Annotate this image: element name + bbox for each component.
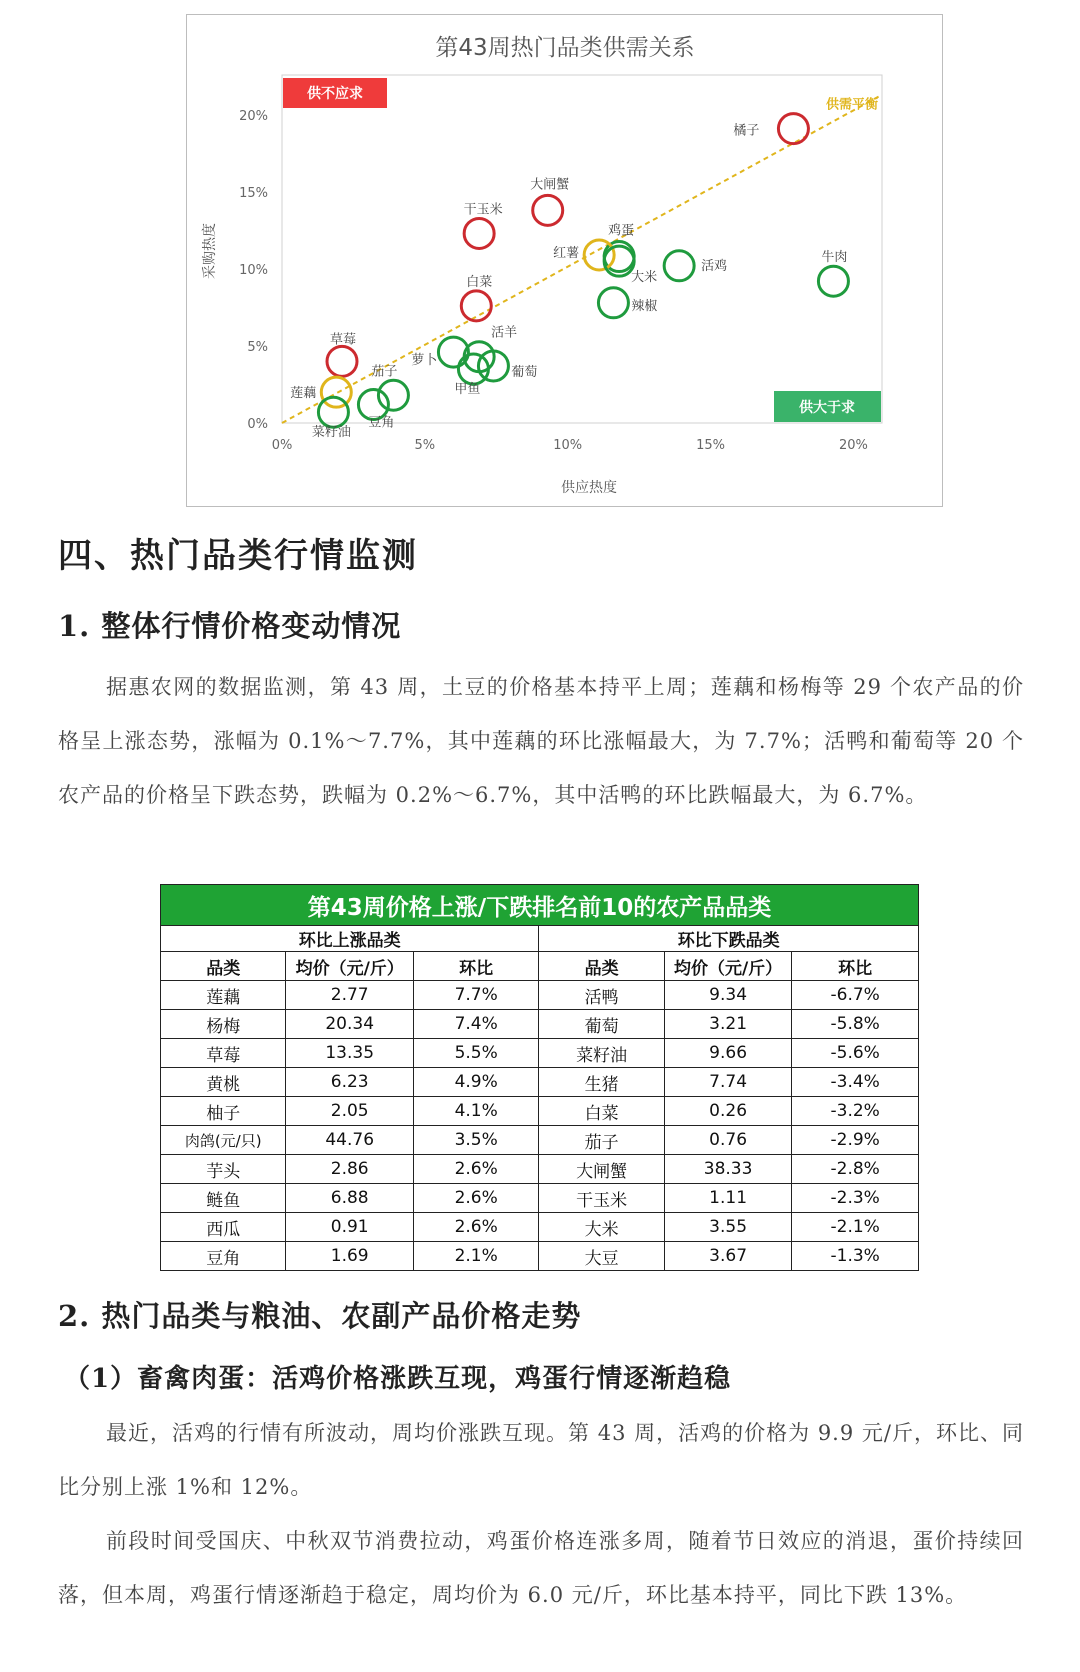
table-cell: 大闸蟹 [539, 1155, 664, 1184]
point-label: 大闸蟹 [530, 177, 570, 193]
point-label: 茄子 [371, 364, 398, 380]
col-header-price-up: 均价（元/斤） [286, 952, 414, 981]
x-axis-label: 供应热度 [561, 480, 617, 496]
table-cell: 4.1% [413, 1097, 538, 1126]
y-tick-label: 10% [239, 262, 268, 278]
table-cell: -2.3% [792, 1184, 919, 1213]
point-marker [533, 195, 563, 225]
price-ranking-table [160, 884, 919, 1271]
table-cell: -6.7% [792, 981, 919, 1010]
point-marker [664, 251, 694, 281]
point-marker [461, 291, 491, 321]
col-header-change-down: 环比 [792, 952, 919, 981]
table-row [161, 1184, 919, 1213]
table-cell: 0.26 [664, 1097, 792, 1126]
subsection-1-title: 1. 整体行情价格变动情况 [58, 609, 402, 643]
table-cell: 7.7% [413, 981, 538, 1010]
table-row [161, 1068, 919, 1097]
table-title: 第43周价格上涨/下跌排名前10的农产品品类 [161, 885, 919, 926]
point-label: 莲藕 [290, 386, 317, 402]
table-cell: 20.34 [286, 1010, 414, 1039]
point-label: 辣椒 [631, 298, 658, 314]
table-cell: 6.23 [286, 1068, 414, 1097]
quadrant-bottom-label: 供大于求 [799, 400, 855, 416]
table-cell: 1.11 [664, 1184, 792, 1213]
table-cell: 3.5% [413, 1126, 538, 1155]
point-marker [598, 288, 628, 318]
point-label: 牛肉 [821, 250, 848, 266]
data-points [290, 114, 848, 441]
point-label: 活羊 [491, 325, 518, 341]
table-row [161, 1039, 919, 1068]
quadrant-top-label: 供不应求 [307, 86, 363, 102]
point-label: 鸡蛋 [608, 223, 635, 239]
y-axis-label: 采购热度 [202, 223, 218, 279]
paragraph-live-chicken: 最近，活鸡的行情有所波动，周均价涨跌互现。第 43 周，活鸡的价格为 9.9 元/斤，环比、同比分别上涨 1%和 12%。 [58, 1421, 1024, 1499]
point-label: 红薯 [553, 246, 580, 262]
point-label: 活鸡 [701, 258, 728, 274]
table-row [161, 1097, 919, 1126]
table-cell: 1.69 [286, 1242, 414, 1271]
table-cell: 白菜 [539, 1097, 664, 1126]
table-cell: 2.05 [286, 1097, 414, 1126]
table-cell: 莲藕 [161, 981, 286, 1010]
supply-demand-chart [186, 14, 943, 507]
balance-label: 供需平衡 [826, 97, 879, 113]
table-cell: 柚子 [161, 1097, 286, 1126]
table-cell: 9.66 [664, 1039, 792, 1068]
point-label: 白菜 [466, 274, 493, 290]
table-row [161, 1010, 919, 1039]
table-cell: 芋头 [161, 1155, 286, 1184]
section-heading: 四、热门品类行情监测 [58, 536, 418, 576]
table-cell: -3.2% [792, 1097, 919, 1126]
point-label: 菜籽油 [311, 425, 351, 441]
col-header-change-up: 环比 [413, 952, 538, 981]
point-marker [778, 114, 808, 144]
point-marker [327, 346, 357, 376]
table-cell: 13.35 [286, 1039, 414, 1068]
table-cell: 生猪 [539, 1068, 664, 1097]
table-row [161, 1126, 919, 1155]
table-cell: 3.67 [664, 1242, 792, 1271]
chart-title: 第43周热门品类供需关系 [435, 35, 695, 61]
table-cell: 7.4% [413, 1010, 538, 1039]
table-cell: 黄桃 [161, 1068, 286, 1097]
table-cell: 4.9% [413, 1068, 538, 1097]
table-row [161, 1213, 919, 1242]
table-cell: 2.6% [413, 1184, 538, 1213]
table-cell: 葡萄 [539, 1010, 664, 1039]
col-header-price-down: 均价（元/斤） [664, 952, 792, 981]
point-label: 干玉米 [463, 202, 503, 218]
table-cell: 2.6% [413, 1213, 538, 1242]
table-cell: 7.74 [664, 1068, 792, 1097]
table-cell: 菜籽油 [539, 1039, 664, 1068]
point-marker [464, 218, 494, 248]
table-cell: 3.55 [664, 1213, 792, 1242]
table-cell: 干玉米 [539, 1184, 664, 1213]
col-header-category-up: 品类 [161, 952, 286, 981]
point-label: 甲鱼 [454, 382, 481, 398]
paragraph-eggs: 前段时间受国庆、中秋双节消费拉动，鸡蛋价格连涨多周，随着节日效应的消退，蛋价持续回落，但本周，鸡蛋行情逐渐趋于稳定，周均价为 6.0 元/斤，环比基本持平，同比下跌 13%。 [58, 1529, 1024, 1607]
table-cell: 6.88 [286, 1184, 414, 1213]
group-down-header: 环比下跌品类 [539, 926, 919, 952]
point-marker [584, 240, 614, 270]
point-label: 豆角 [368, 415, 395, 431]
table-body [161, 981, 919, 1271]
point-label: 大米 [631, 270, 658, 286]
x-axis-ticks [272, 438, 868, 453]
x-tick-label: 10% [553, 438, 583, 453]
x-tick-label: 5% [414, 438, 436, 453]
table-cell: 0.76 [664, 1126, 792, 1155]
table-cell: 杨梅 [161, 1010, 286, 1039]
table-cell: -1.3% [792, 1242, 919, 1271]
table-cell: 活鸭 [539, 981, 664, 1010]
point-label: 草莓 [329, 332, 357, 348]
point-label: 葡萄 [511, 364, 538, 380]
table-cell: 鲢鱼 [161, 1184, 286, 1213]
table-cell: 5.5% [413, 1039, 538, 1068]
table-cell: 大豆 [539, 1242, 664, 1271]
table-row [161, 981, 919, 1010]
subsection-2-1-title: （1）畜禽肉蛋：活鸡价格涨跌互现，鸡蛋行情逐渐趋稳 [64, 1364, 732, 1394]
table-cell: 0.91 [286, 1213, 414, 1242]
table-cell: 肉鸽(元/只) [161, 1126, 286, 1155]
group-up-header: 环比上涨品类 [161, 926, 539, 952]
table-cell: 3.21 [664, 1010, 792, 1039]
table-cell: 豆角 [161, 1242, 286, 1271]
table-cell: -2.9% [792, 1126, 919, 1155]
table-cell: 44.76 [286, 1126, 414, 1155]
table-cell: 草莓 [161, 1039, 286, 1068]
x-tick-label: 20% [838, 438, 868, 453]
table-cell: 2.77 [286, 981, 414, 1010]
table-cell: -2.1% [792, 1213, 919, 1242]
point-marker [818, 266, 848, 296]
point-label: 橘子 [733, 123, 760, 139]
chart-canvas [187, 15, 944, 508]
table-cell: -2.8% [792, 1155, 919, 1184]
table-row [161, 1242, 919, 1271]
subsection-2-title: 2. 热门品类与粮油、农副产品价格走势 [58, 1299, 582, 1333]
table-cell: 西瓜 [161, 1213, 286, 1242]
point-label: 萝卜 [411, 353, 438, 369]
y-tick-label: 0% [247, 417, 268, 432]
x-tick-label: 0% [271, 438, 293, 453]
col-header-category-down: 品类 [539, 952, 664, 981]
paragraph-overview: 据惠农网的数据监测，第 43 周，土豆的价格基本持平上周；莲藕和杨梅等 29 个农产品的价格呈上涨态势，涨幅为 0.1%～7.7%，其中莲藕的环比涨幅最大，为 7.7%；活鸭和葡萄等 20 个农产品的价格呈下跌态势，跌幅为 0.2%～6.7%，其中活鸭的环比跌幅最大，为 6.7%。 [58, 675, 1024, 807]
table-cell: 2.6% [413, 1155, 538, 1184]
x-tick-label: 15% [696, 438, 726, 453]
y-tick-label: 20% [239, 108, 268, 124]
table-row [161, 1155, 919, 1184]
table-cell: -5.6% [792, 1039, 919, 1068]
table-cell: 茄子 [539, 1126, 664, 1155]
y-tick-label: 15% [239, 185, 268, 201]
y-axis-ticks [239, 109, 268, 432]
table-cell: 9.34 [664, 981, 792, 1010]
point-marker [378, 380, 408, 410]
table-cell: 大米 [539, 1213, 664, 1242]
y-tick-label: 5% [247, 339, 268, 355]
table-cell: 2.1% [413, 1242, 538, 1271]
table-cell: 2.86 [286, 1155, 414, 1184]
table-cell: -5.8% [792, 1010, 919, 1039]
table-cell: -3.4% [792, 1068, 919, 1097]
table-cell: 38.33 [664, 1155, 792, 1184]
